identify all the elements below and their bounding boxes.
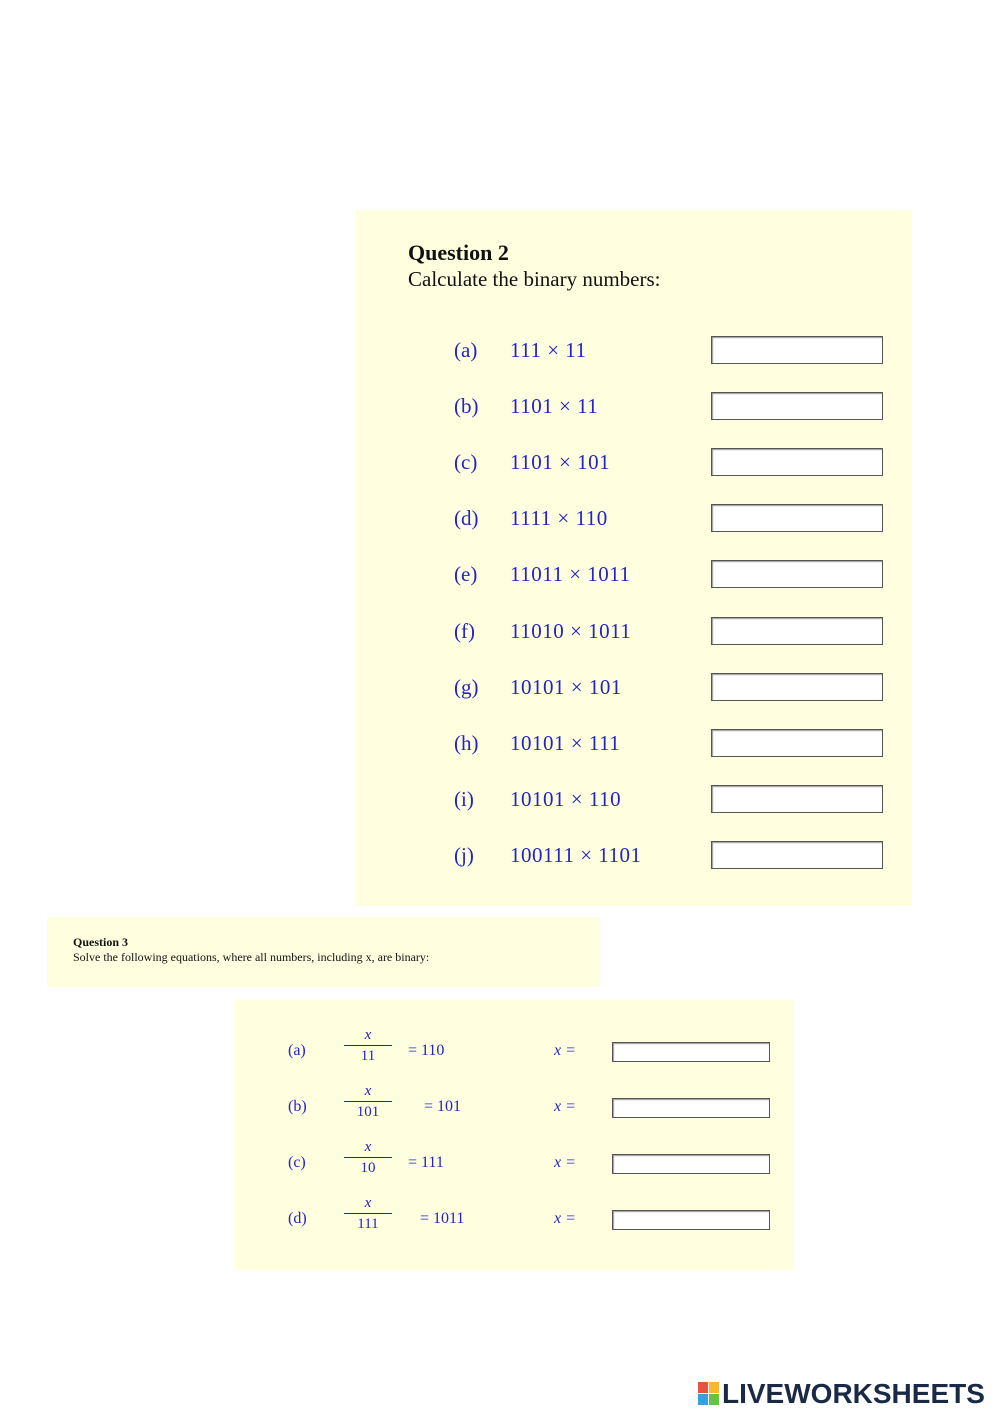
logo-wordmark: LIVEWORKSHEETS (722, 1378, 985, 1409)
x-answer-input-b[interactable] (612, 1098, 770, 1118)
question-2-title: Question 2 (408, 240, 509, 265)
equation-row (234, 1194, 794, 1244)
item-label: (d) (454, 506, 479, 530)
answer-input-g[interactable] (711, 673, 883, 701)
item-expression: 1101 × 101 (510, 450, 611, 474)
answer-input-e[interactable] (711, 560, 883, 588)
question-3-panel (234, 1000, 794, 1270)
x-answer-input-d[interactable] (612, 1210, 770, 1230)
liveworksheets-logo-icon (698, 1382, 720, 1406)
fraction (344, 1082, 392, 1121)
equation-label: (a) (288, 1042, 306, 1059)
answer-input-j[interactable] (711, 841, 883, 869)
question-2-item (356, 504, 912, 534)
equation-label: (c) (288, 1154, 306, 1171)
question-2-item (356, 673, 912, 703)
item-label: (e) (454, 562, 478, 586)
question-2-item (356, 392, 912, 422)
question-2-item (356, 560, 912, 590)
item-expression: 11011 × 1011 (510, 562, 631, 586)
item-label: (f) (454, 619, 475, 643)
item-expression: 10101 × 101 (510, 675, 622, 699)
fraction-denominator: 101 (356, 1104, 380, 1120)
fraction-denominator: 11 (360, 1048, 376, 1064)
question-2-item (356, 448, 912, 478)
fraction (344, 1138, 392, 1177)
x-equals-label: x = (554, 1210, 576, 1227)
question-2-instruction: Calculate the binary numbers: (408, 267, 661, 291)
fraction-numerator: x (364, 1027, 372, 1043)
fraction-denominator: 111 (357, 1216, 379, 1232)
item-expression: 1101 × 11 (510, 394, 599, 418)
equation-rhs: = 110 (408, 1042, 445, 1059)
question-2-item (356, 729, 912, 759)
item-label: (h) (454, 731, 479, 755)
equation-rhs: = 101 (424, 1098, 462, 1115)
x-equals-label: x = (554, 1098, 576, 1115)
answer-input-a[interactable] (711, 336, 883, 364)
equation-row (234, 1138, 794, 1188)
question-3-title: Question 3 (73, 935, 129, 949)
item-label: (c) (454, 450, 478, 474)
item-label: (a) (454, 338, 478, 362)
fraction-denominator: 10 (360, 1160, 376, 1176)
equation-row (234, 1026, 794, 1076)
fraction-bar (344, 1157, 392, 1158)
fraction-bar (344, 1101, 392, 1102)
answer-input-c[interactable] (711, 448, 883, 476)
x-equals-label: x = (554, 1042, 576, 1059)
question-2-panel (356, 210, 912, 906)
fraction-bar (344, 1213, 392, 1214)
answer-input-b[interactable] (711, 392, 883, 420)
item-label: (i) (454, 787, 474, 811)
item-expression: 100111 × 1101 (510, 843, 642, 867)
question-2-item (356, 617, 912, 647)
equation-row (234, 1082, 794, 1132)
x-answer-input-c[interactable] (612, 1154, 770, 1174)
x-equals-label: x = (554, 1154, 576, 1171)
fraction-numerator: x (364, 1139, 372, 1155)
fraction-numerator: x (364, 1195, 372, 1211)
x-answer-input-a[interactable] (612, 1042, 770, 1062)
item-label: (j) (454, 843, 474, 867)
item-expression: 111 × 11 (510, 338, 587, 362)
item-expression: 11010 × 1011 (510, 619, 632, 643)
answer-input-i[interactable] (711, 785, 883, 813)
equation-rhs: = 1011 (420, 1210, 465, 1227)
fraction-numerator: x (364, 1083, 372, 1099)
question-2-item (356, 841, 912, 871)
item-label: (b) (454, 394, 479, 418)
answer-input-d[interactable] (711, 504, 883, 532)
answer-input-f[interactable] (711, 617, 883, 645)
fraction (344, 1026, 392, 1065)
question-2-item (356, 785, 912, 815)
answer-input-h[interactable] (711, 729, 883, 757)
item-expression: 1111 × 110 (510, 506, 608, 530)
item-label: (g) (454, 675, 479, 699)
question-2-item (356, 336, 912, 366)
item-expression: 10101 × 110 (510, 787, 622, 811)
equation-label: (b) (288, 1098, 307, 1115)
equation-rhs: = 111 (408, 1154, 444, 1171)
equation-label: (d) (288, 1210, 307, 1227)
item-expression: 10101 × 111 (510, 731, 621, 755)
question-3-header (47, 917, 600, 987)
fraction (344, 1194, 392, 1233)
question-3-instruction: Solve the following equations, where all numbers, including x, are binary: (73, 950, 430, 964)
fraction-bar (344, 1045, 392, 1046)
